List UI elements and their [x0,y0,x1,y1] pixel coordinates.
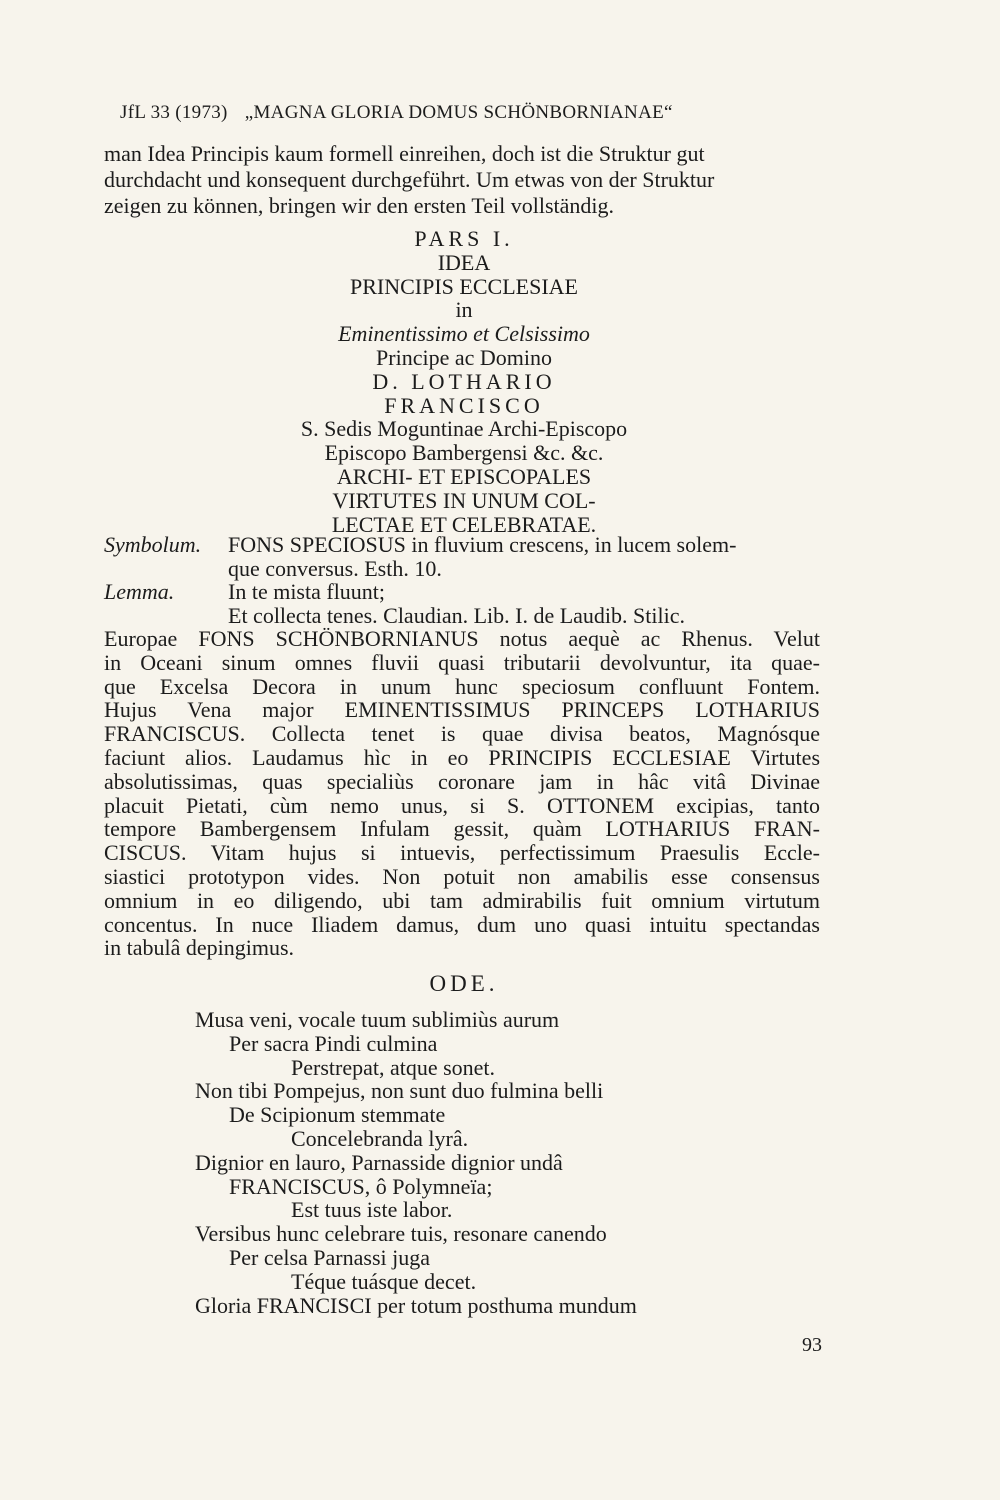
title-block [200,227,728,536]
poem-line: Est tuus iste labor. [291,1197,453,1223]
symbolum-text: FONS SPECIOSUS in fluvium crescens, in lucem solem- [228,532,737,557]
title-line: ARCHI- ET EPISCOPALES [336,463,592,489]
poem-line: Per sacra Pindi culmina [229,1030,438,1056]
intro-line: durchdacht und konsequent durchgeführt. Um etwas von der Struktur [104,167,715,192]
poem-line: Téque tuásque decet. [291,1268,477,1294]
symbolum-text: que conversus. Esth. 10. [228,555,442,581]
title-line: FRANCISCO [384,392,544,418]
prose-line: in Oceani sinum omnes fluvii quasi tributarii devolvuntur, ita quae- [104,649,820,675]
prose-line: CISCUS. Vitam hujus si intuevis, perfectissimum Praesulis Eccle- [104,840,820,866]
prose-line: Europae FONS SCHÖNBORNIANUS notus aequè ac Rhenus. Velut [104,626,820,651]
title-line: D. LOTHARIO [372,368,556,394]
title-line: in [455,297,473,323]
part-heading: PARS I. [414,226,514,251]
prose-line: tempore Bambergensem Infulam gessit, quàm LOTHARIUS FRAN- [104,816,820,842]
title-line: Principe ac Domino [376,344,552,370]
poem-line: FRANCISCUS, ô Polymneïa; [229,1173,493,1199]
prose-line: absolutissimas, quas specialiùs coronare jam in hâc vitâ Divinae [104,768,820,794]
poem-line: Non tibi Pompejus, non sunt duo fulmina belli [195,1078,604,1104]
lemma-row [104,580,824,604]
latin-prose [104,627,820,960]
prose-line: omnium in eo diligendo, ubi tam admirabilis fuit omnium virtutum [104,887,820,913]
poem-line: De Scipionum stemmate [229,1102,446,1128]
title-line: IDEA [437,249,491,275]
intro-line: man Idea Principis kaum formell einreihen, doch ist die Struktur gut [104,141,705,166]
prose-line: FRANCISCUS. Collecta tenet is quae divisa beatos, Magnósque [104,721,820,747]
poem-line: Concelebranda lyrâ. [291,1125,469,1151]
ode-poem [195,1008,835,1317]
lemma-text: In te mista fluunt; [228,579,386,604]
symbolum-lemma-block [104,533,824,627]
lemma-row [104,604,824,628]
prose-line: siastici prototypon vides. Non potuit non amabilis esse consensus [104,863,820,889]
prose-line: faciunt alios. Laudamus hìc in eo PRINCIPIS ECCLESIAE Virtutes [104,744,820,770]
poem-line: Dignior en lauro, Parnasside dignior undâ [195,1149,563,1175]
intro-line: zeigen zu können, bringen wir den ersten Teil vollständig. [104,193,615,218]
lemma-label: Lemma. [104,579,175,604]
running-header [120,102,673,124]
ode-heading: ODE. [429,971,499,996]
title-line: PRINCIPIS ECCLESIAE [350,273,578,299]
title-line: VIRTUTES IN UNUM COL- [332,487,596,513]
title-line: Episcopo Bambergensi &c. &c. [324,440,604,466]
symbolum-label: Symbolum. [104,532,202,557]
prose-line: placuit Pietati, cùm nemo unus, si S. OTTONEM excipias, tanto [104,792,820,818]
lemma-text: Et collecta tenes. Claudian. Lib. I. de Laudib. Stilic. [228,602,685,628]
poem-line: Gloria FRANCISCI per totum posthuma mundum [195,1292,637,1318]
title-line: LECTAE ET CELEBRATAE. [331,511,597,537]
symbolum-row [104,557,824,581]
article-title: „MAGNA GLORIA DOMUS SCHÖNBORNIANAE“ [244,102,673,123]
poem-line: Versibus hunc celebrare tuis, resonare canendo [195,1221,607,1247]
intro-paragraph [104,141,824,219]
prose-line: in tabulâ depingimus. [104,935,295,961]
poem-line: Musa veni, vocale tuum sublimiùs aurum [195,1007,560,1032]
title-line: Eminentissimo et Celsissimo [338,321,590,347]
prose-line: Hujus Vena major EMINENTISSIMUS PRINCEPS LOTHARIUS [104,697,820,723]
poem-line: Per celsa Parnassi juga [229,1244,430,1270]
page-number: 93 [802,1334,822,1356]
poem-line: Perstrepat, atque sonet. [291,1054,496,1080]
prose-line: que Excelsa Decora in unum hunc speciosum confluunt Fontem. [104,673,820,699]
prose-line: concentus. In nuce Iliadem damus, dum uno quasi intuitu spectandas [104,911,820,937]
symbolum-row [104,533,824,557]
journal-reference: JfL 33 (1973) [120,102,228,123]
title-line: S. Sedis Moguntinae Archi-Episcopo [300,416,628,442]
